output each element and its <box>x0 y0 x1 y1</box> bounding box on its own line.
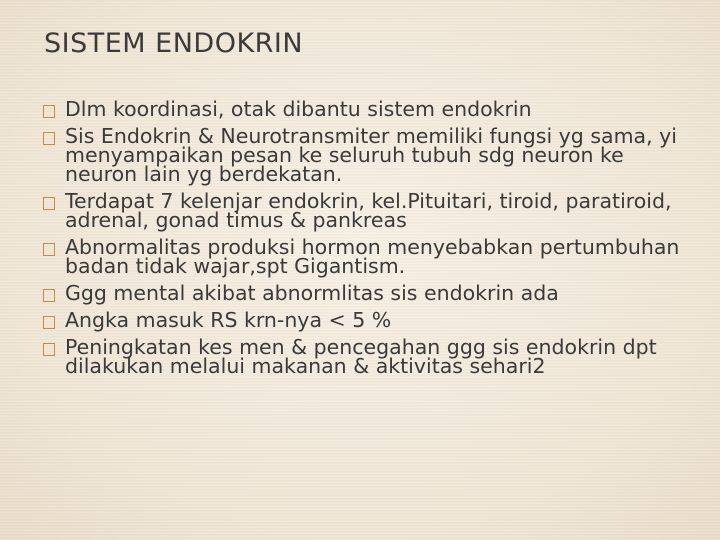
bullet-item <box>43 235 698 278</box>
bullet-text: Sis Endokrin & Neurotransmiter memiliki fungsi yg sama, yi menyampaikan pesan ke seluruh tubuh sdg neuron ke neuron lain yg berdekatan. <box>65 124 677 186</box>
bullet-text: Peningkatan kes men & pencegahan ggg sis endokrin dpt dilakukan melalui makanan & aktivitas sehari2 <box>65 335 657 378</box>
bullet-text: Dlm koordinasi, otak dibantu sistem endokrin <box>65 97 532 121</box>
square-bullet-icon <box>43 289 55 302</box>
bullet-text: Ggg mental akibat abnormlitas sis endokrin ada <box>65 281 559 305</box>
bullet-text: Abnormalitas produksi hormon menyebabkan pertumbuhan badan tidak wajar,spt Gigantism. <box>65 235 680 278</box>
square-bullet-icon <box>43 132 55 145</box>
square-bullet-icon <box>43 316 55 329</box>
square-bullet-icon <box>43 243 55 256</box>
bullet-item <box>43 189 698 232</box>
square-bullet-icon <box>43 197 55 210</box>
bullet-item <box>43 281 698 305</box>
square-bullet-icon <box>43 105 55 118</box>
title-bar <box>20 18 700 77</box>
bullet-item <box>43 124 698 186</box>
bullet-item <box>43 97 698 121</box>
bullet-text: Terdapat 7 kelenjar endokrin, kel.Pituitari, tiroid, paratiroid, adrenal, gonad timus & pankreas <box>65 189 672 232</box>
slide-title: SISTEM ENDOKRIN <box>44 28 304 59</box>
square-bullet-icon <box>43 343 55 356</box>
bullet-list <box>43 97 698 378</box>
bullet-item <box>43 335 698 378</box>
bullet-item <box>43 308 698 332</box>
bullet-text: Angka masuk RS krn-nya < 5 % <box>65 308 392 332</box>
